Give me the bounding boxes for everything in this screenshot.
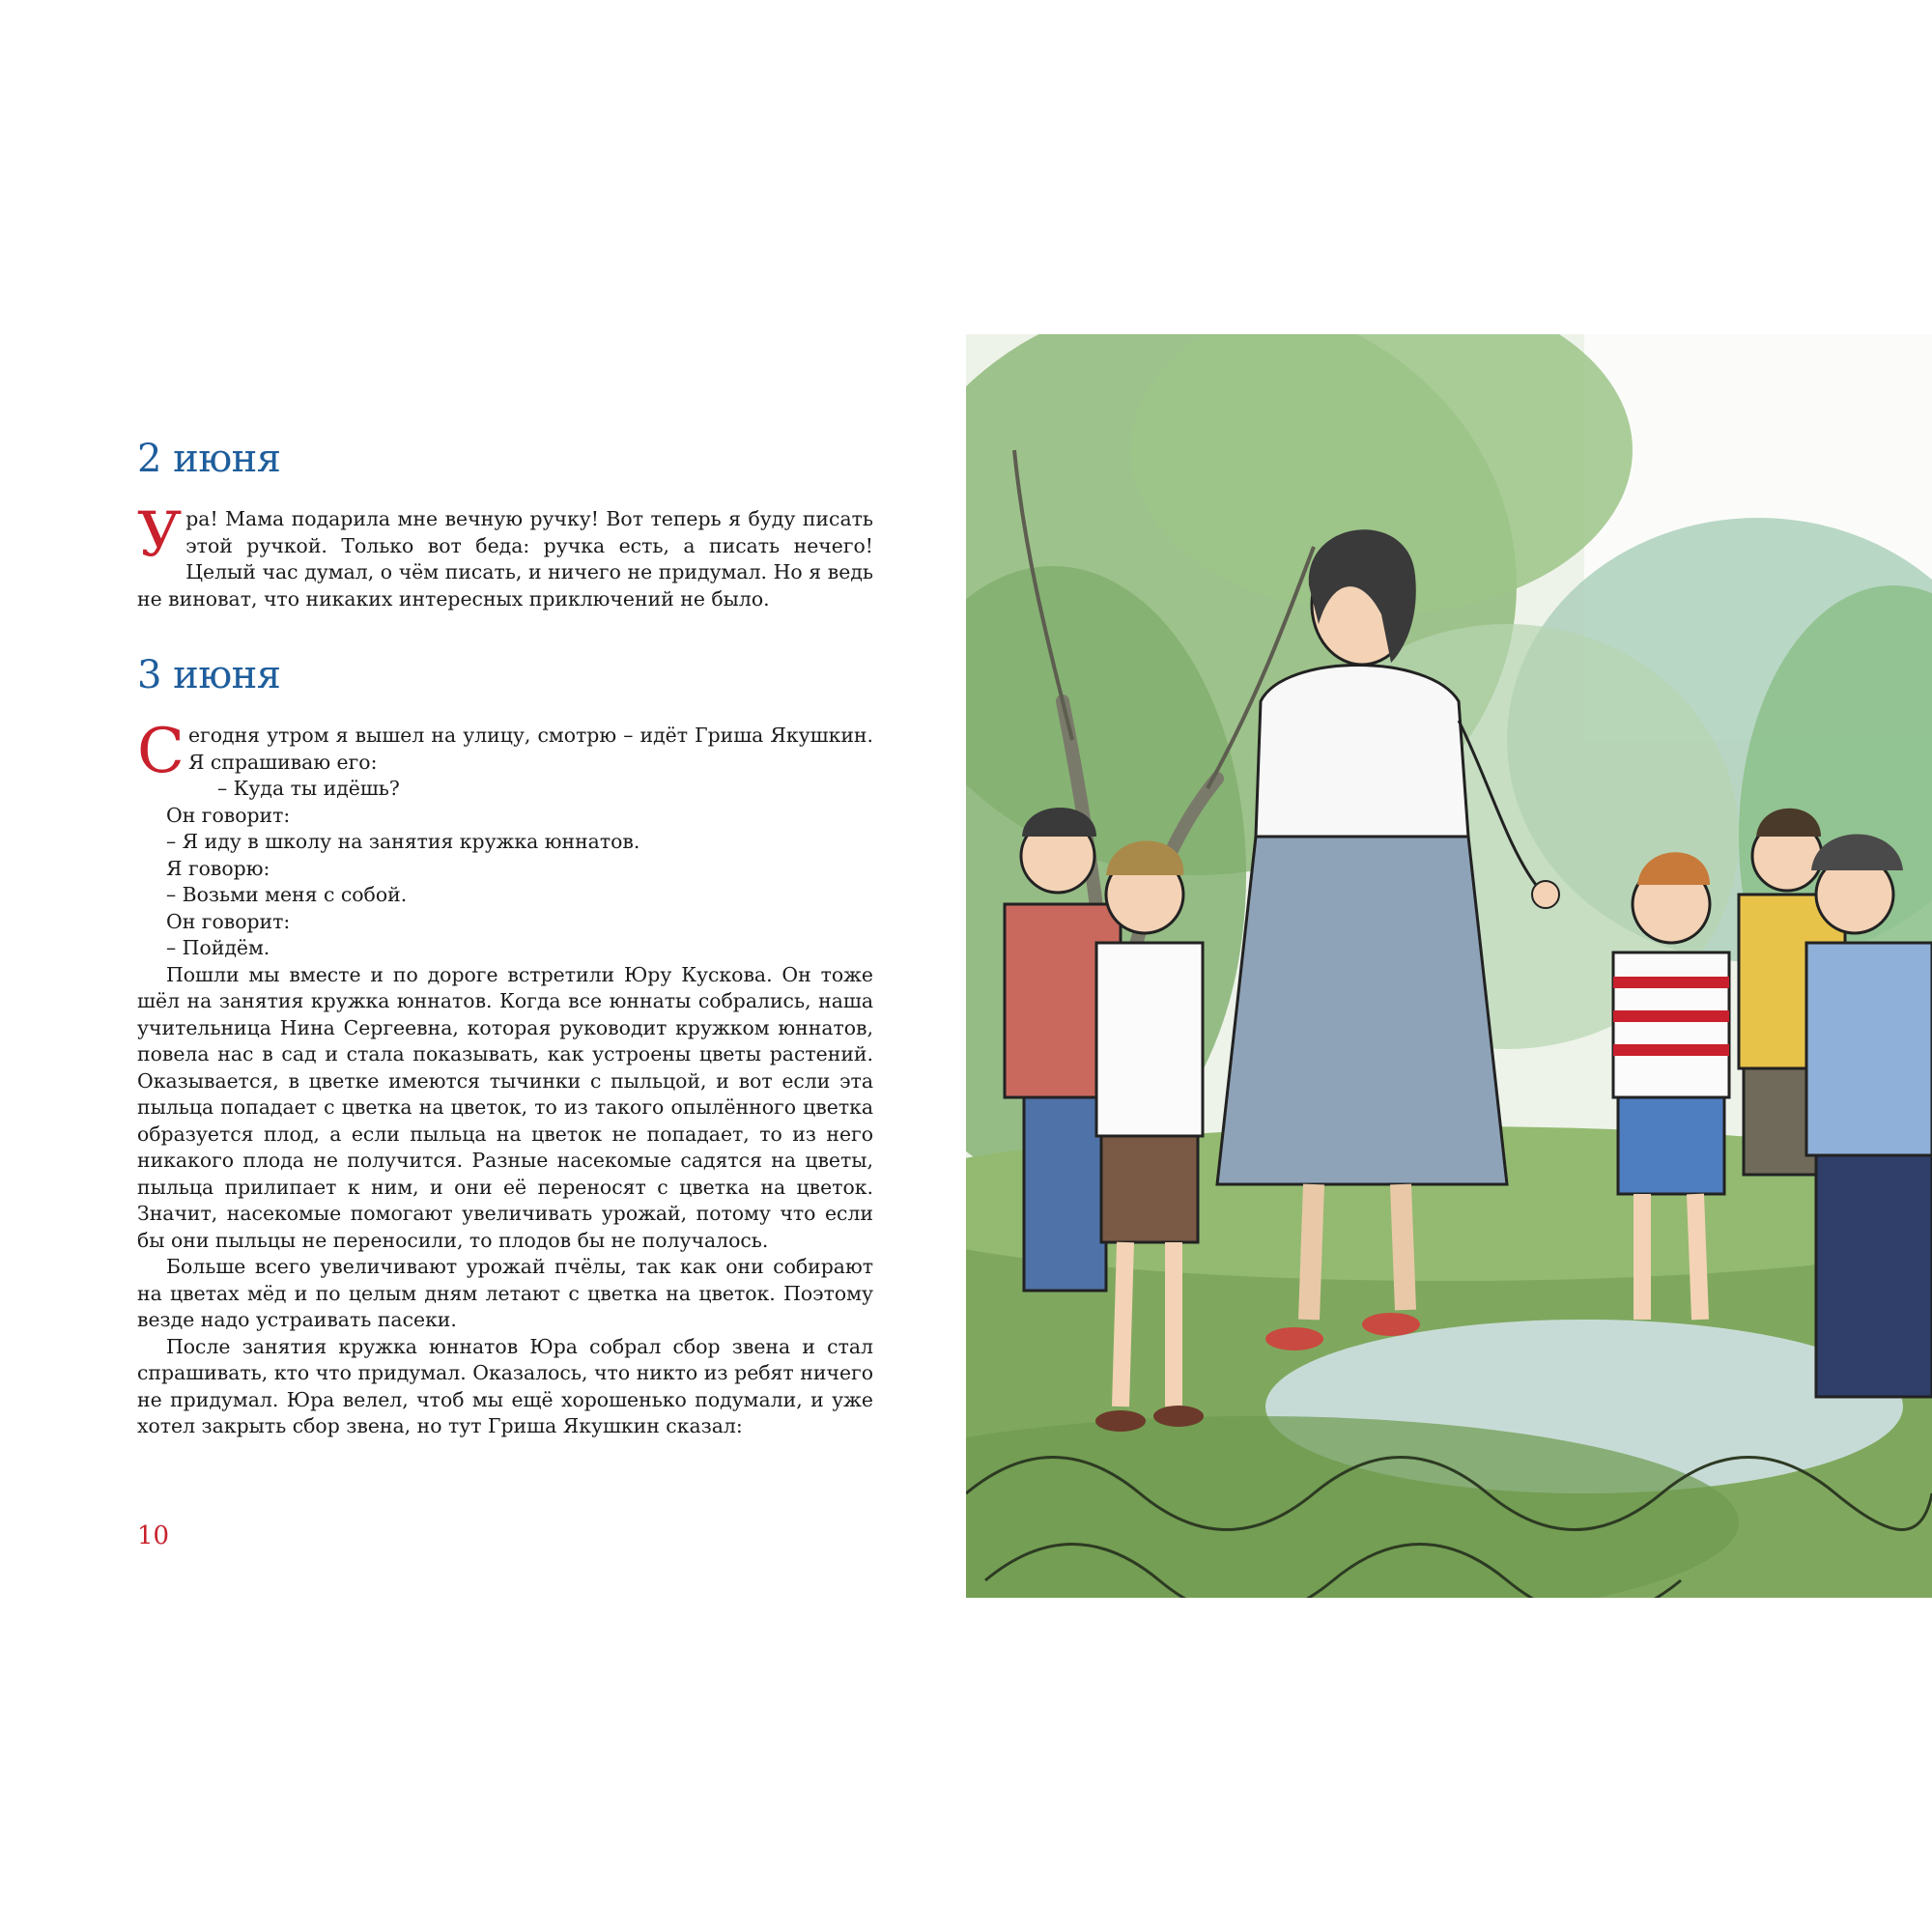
paragraph: Пошли мы вместе и по дороге встретили Юру Кускова. Он тоже шёл на занятия кружка юннатов. Когда все юннаты собрались, наша учительница Нина Сергеевна, которая руководит кружком юннатов, повела нас в сад и стала показывать, как устроены цветы растений. Оказывается, в цветке имеются тычинки с пыльцой, и вот если эта пыльца попадает с цветка на цветок, то из такого опылённого цветка образуется плод, а если пыльца на цветок не попадает, то из него никакого плода не получится. Разные насекомые садятся на цветы, пыльца прилипает к ним, и они её переносят с цветка на цветок. Значит, насекомые помогают увеличивать урожай, потому что если бы они пыльцы не переносили, то плодов бы не получалось. — [137, 962, 873, 1252]
dropcap: У — [137, 499, 183, 571]
entry-text — [137, 716, 873, 1440]
paragraph: – Возьми меня с собой. — [166, 883, 408, 906]
paragraph: Он говорит: — [166, 803, 291, 827]
paragraph: Он говорит: — [166, 909, 291, 933]
paragraph: – Куда ты идёшь? — [216, 777, 400, 800]
entry-date-heading: 3 июня — [137, 653, 281, 697]
paragraph: – Я иду в школу на занятия кружка юннатов. — [166, 830, 640, 853]
dropcap: С — [137, 716, 185, 787]
illustration-scene — [966, 334, 1932, 1598]
paragraph: После занятия кружка юннатов Юра собрал сбор звена и стал спрашивать, кто что придумал. Оказалось, что никто из ребят ничего не придумал. Юра велел, чтоб мы ещё хорошенько подумали, и уже хотел закрыть сбор звена, но тут Гриша Якушкин сказал: — [137, 1334, 873, 1437]
paragraph: – Пойдём. — [166, 936, 270, 959]
entry-text — [137, 499, 873, 612]
paragraph: Я говорю: — [166, 856, 270, 880]
page-number: 10 — [137, 1521, 170, 1550]
paragraph: Больше всего увеличивают урожай пчёлы, так как они собирают на цветах мёд и по целым дням летают с цветка на цветок. Поэтому везде надо устраивать пасеки. — [137, 1255, 873, 1331]
entry-date-heading: 2 июня — [137, 437, 281, 481]
paragraph: Ура! Мама подарила мне вечную ручку! Вот теперь я буду писать этой ручкой. Только вот беда: ручка есть, а писать нечего! Целый час думал, о чём писать, и ничего не придумал. Но я ведь не виноват, что никаких интересных приключений не было. — [137, 499, 873, 611]
paragraph: Сегодня утром я вышел на улицу, смотрю – идёт Гриша Якушкин. Я спрашиваю его: — [137, 716, 873, 787]
illustration — [966, 334, 1932, 1598]
